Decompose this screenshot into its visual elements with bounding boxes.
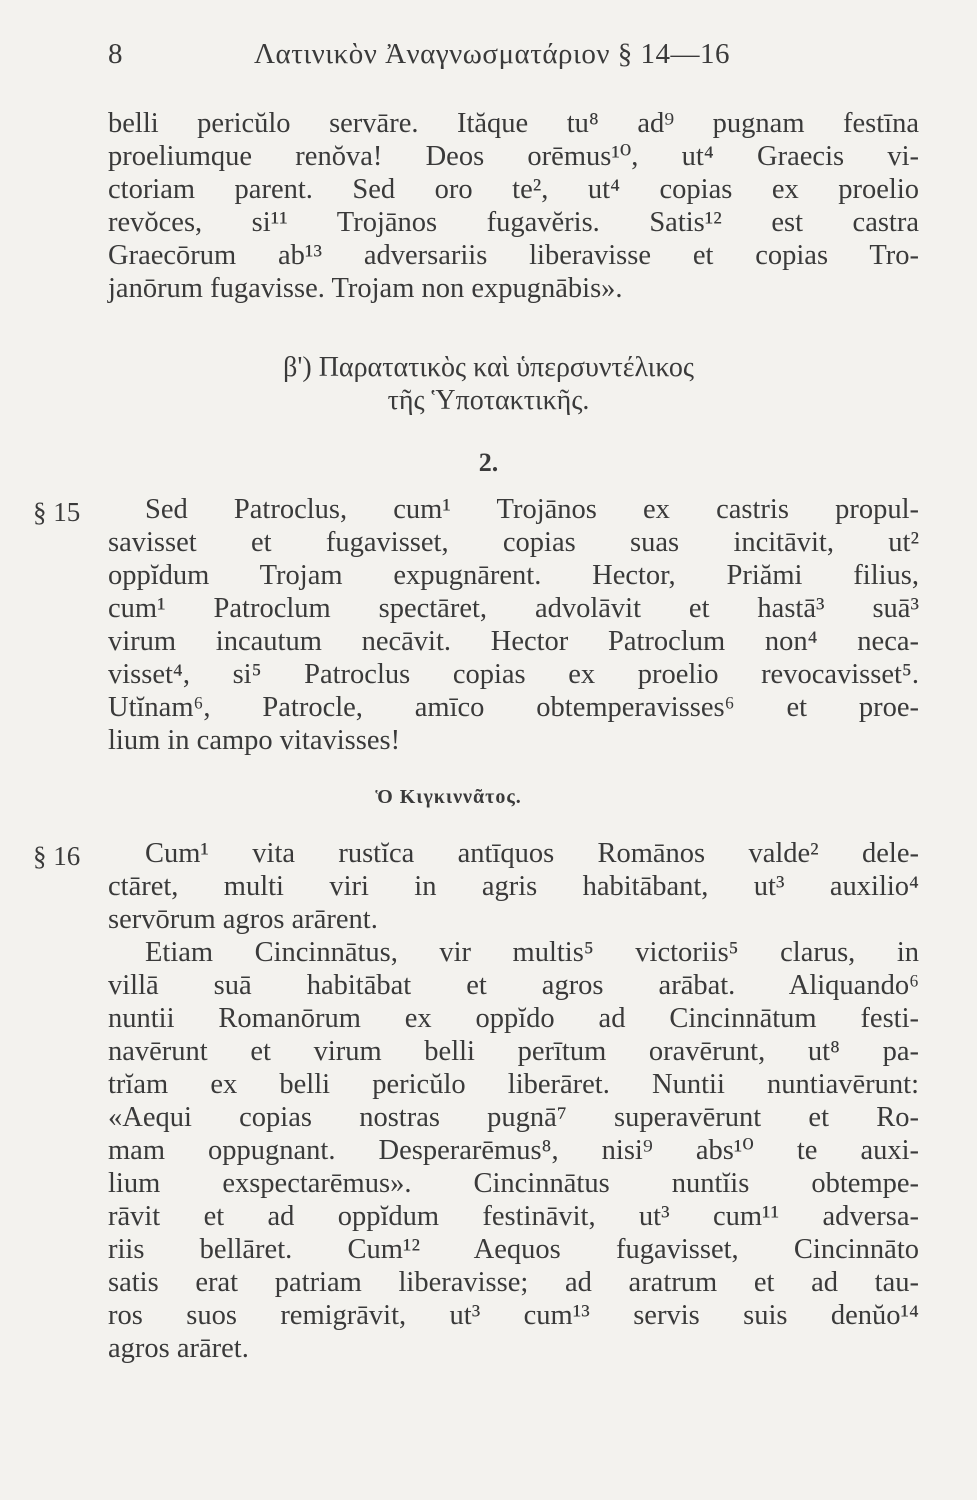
text-line: mam oppugnant. Desperarēmus⁸, nisi⁹ abs¹⁰ te auxi- — [108, 1135, 919, 1166]
text-line: servōrum agros arārent. — [108, 904, 378, 935]
text-line: trĭam ex belli pericŭlo liberāret. Nuntii nuntiavērunt: — [108, 1069, 919, 1100]
exercise-number: 2. — [478, 448, 499, 477]
text-line: visset⁴, si⁵ Patroclus copias ex proelio revocavisset⁵. — [108, 659, 919, 690]
text-line: lium in campo vitavisses! — [108, 725, 401, 756]
text-line: navērunt et virum belli perītum oravērunt, ut⁸ pa- — [108, 1036, 919, 1067]
text-line: Cum¹ vita rustĭca antīquos Romānos valde² dele- — [145, 838, 919, 869]
text-line: Sed Patroclus, cum¹ Trojānos ex castris propul- — [145, 494, 919, 525]
text-line: proeliumque renŏva! Deos orēmus¹⁰, ut⁴ Graecis vi- — [108, 141, 919, 172]
text-line: Etiam Cincinnātus, vir multis⁵ victoriis⁵ clarus, in — [145, 937, 919, 968]
text-line: belli pericŭlo servāre. Ităque tu⁸ ad⁹ pugnam festīna — [108, 108, 919, 139]
text-line: satis erat patriam liberavisse; ad aratrum et ad tau- — [108, 1267, 919, 1298]
text-line: riis bellāret. Cum¹² Aequos fugavisset, Cincinnāto — [108, 1234, 919, 1265]
section-marker-16: § 16 — [33, 841, 81, 871]
text-line: lium exspectarēmus». Cincinnātus nuntĭis obtempe- — [108, 1168, 919, 1199]
text-line: «Aequi copias nostras pugnā⁷ superavērunt et Ro- — [108, 1102, 919, 1133]
text-line: janōrum fugavisse. Trojam non expugnābis». — [108, 273, 623, 304]
text-line: Utĭnam⁶, Patrocle, amīco obtemperavisses⁶ et proe- — [108, 692, 919, 723]
text-line: savisset et fugavisset, copias suas incitāvit, ut² — [108, 527, 919, 558]
text-line: agros arāret. — [108, 1333, 249, 1364]
running-title: Λατινικὸν Ἀναγνωσματάριον § 14—16 — [254, 38, 730, 70]
section-marker-15: § 15 — [33, 497, 81, 527]
story-title: Ὁ Κιγκιννᾶτος. — [375, 786, 522, 808]
text-line: ctoriam parent. Sed oro te², ut⁴ copias ex proelio — [108, 174, 919, 205]
text-line: Graecōrum ab¹³ adversariis liberavisse et copias Tro- — [108, 240, 919, 271]
section-heading-line1: β') Παρατατικὸς καὶ ὑπερσυντέλικος — [283, 352, 694, 383]
text-line: revŏces, si¹¹ Trojānos fugavĕris. Satis¹² est castra — [108, 207, 919, 238]
text-line: nuntii Romanōrum ex oppĭdo ad Cincinnātum festi- — [108, 1003, 919, 1034]
section-heading-line2: τῆς Ὑποτακτικῆς. — [387, 385, 590, 416]
page-number: 8 — [108, 38, 123, 70]
text-line: ctāret, multi viri in agris habitābant, ut³ auxilio⁴ — [108, 871, 919, 902]
text-line: villā suā habitābat et agros arābat. Aliquando⁶ — [108, 970, 919, 1001]
text-line: ros suos remigrāvit, ut³ cum¹³ servis suis denŭo¹⁴ — [108, 1300, 919, 1331]
text-line: rāvit et ad oppĭdum festināvit, ut³ cum¹¹ adversa- — [108, 1201, 919, 1232]
text-line: cum¹ Patroclum spectāret, advolāvit et hastā³ suā³ — [108, 593, 919, 624]
text-line: virum incautum necāvit. Hector Patroclum non⁴ neca- — [108, 626, 919, 657]
text-line: oppĭdum Trojam expugnārent. Hector, Priămi filius, — [108, 560, 919, 591]
